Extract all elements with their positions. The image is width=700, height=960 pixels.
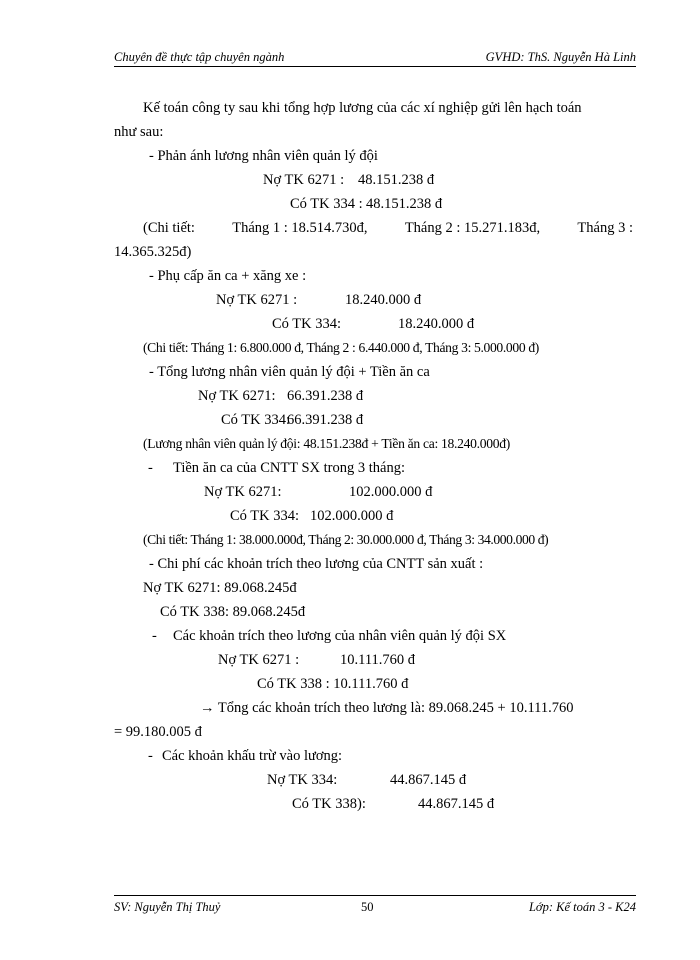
entry-debit-amount: 102.000.000 đ xyxy=(349,484,433,500)
entry-credit-line: Có TK 338 : 10.111.760 đ xyxy=(257,676,409,692)
header-title: Chuyên đề thực tập chuyên ngành xyxy=(114,50,285,64)
entry-debit-label: Nợ TK 334: xyxy=(267,772,338,788)
bullet-dash: - xyxy=(148,460,153,476)
detail-line: 14.365.325đ) xyxy=(114,244,192,260)
entry-credit-label: Có TK 334: xyxy=(221,412,291,428)
bullet-item: - Chi phí các khoản trích theo lương của CNTT sản xuất : xyxy=(149,556,484,572)
detail-month-1: Tháng 1 : 18.514.730đ, xyxy=(232,220,368,236)
entry-credit-line: Có TK 338: 89.068.245đ xyxy=(160,604,306,620)
entry-debit-amount: 48.151.238 đ xyxy=(358,172,435,188)
total-line: → Tổng các khoản trích theo lương là: 89.068.245 + 10.111.760 xyxy=(200,700,574,716)
entry-credit-label: Có TK 334 : xyxy=(290,196,363,212)
entry-debit-line: Nợ TK 6271: 89.068.245đ xyxy=(143,580,297,596)
entry-credit-label: Có TK 334: xyxy=(230,508,300,524)
page-header xyxy=(114,50,636,67)
entry-debit-label: Nợ TK 6271 : xyxy=(216,292,298,308)
total-result: = 99.180.005 đ xyxy=(114,724,202,740)
bullet-item: Các khoản trích theo lương của nhân viên quản lý đội SX xyxy=(173,628,507,644)
detail-line: (Chi tiết: Tháng 1: 38.000.000đ, Tháng 2: 30.000.000 đ, Tháng 3: 34.000.000 đ) xyxy=(143,532,549,547)
paragraph-line: Kế toán công ty sau khi tổng hợp lương của các xí nghiệp gửi lên hạch toán xyxy=(143,100,582,116)
entry-credit-amount: 66.391.238 đ xyxy=(287,412,364,428)
page-number: 50 xyxy=(361,900,374,914)
entry-debit-amount: 44.867.145 đ xyxy=(390,772,467,788)
entry-credit-amount: 18.240.000 đ xyxy=(398,316,475,332)
entry-debit-amount: 10.111.760 đ xyxy=(340,652,416,668)
detail-month-3: Tháng 3 : xyxy=(577,220,633,236)
entry-debit-label: Nợ TK 6271: xyxy=(198,388,276,404)
detail-month-2: Tháng 2 : 15.271.183đ, xyxy=(404,220,541,236)
footer-student: SV: Nguyễn Thị Thuỷ xyxy=(114,900,221,914)
bullet-dash: - xyxy=(148,748,153,764)
detail-line xyxy=(143,220,633,237)
paragraph-line: như sau: xyxy=(114,124,164,140)
bullet-item: - Tổng lương nhân viên quản lý đội + Tiền ăn ca xyxy=(149,364,430,380)
detail-line: (Chi tiết: Tháng 1: 6.800.000 đ, Tháng 2 : 6.440.000 đ, Tháng 3: 5.000.000 đ) xyxy=(143,340,539,355)
entry-debit-label: Nợ TK 6271 : xyxy=(218,652,300,668)
entry-credit-label: Có TK 338): xyxy=(292,796,366,812)
page-footer xyxy=(114,895,636,918)
entry-debit-label: Nợ TK 6271: xyxy=(204,484,282,500)
entry-credit-label: Có TK 334: xyxy=(272,316,342,332)
entry-credit-amount: 102.000.000 đ xyxy=(310,508,394,524)
entry-credit-amount: 44.867.145 đ xyxy=(418,796,495,812)
bullet-item: - Phụ cấp ăn ca + xăng xe : xyxy=(149,268,307,284)
detail-line: (Lương nhân viên quản lý đội: 48.151.238đ + Tiền ăn ca: 18.240.000đ) xyxy=(143,436,510,451)
entry-credit-amount: 48.151.238 đ xyxy=(366,196,443,212)
entry-debit-amount: 66.391.238 đ xyxy=(287,388,364,404)
detail-prefix: (Chi tiết: xyxy=(143,220,195,236)
header-advisor: GVHD: ThS. Nguyễn Hà Linh xyxy=(485,50,636,64)
bullet-item: Các khoản khấu trừ vào lương: xyxy=(162,748,343,764)
entry-debit-label: Nợ TK 6271 : xyxy=(263,172,345,188)
entry-debit-amount: 18.240.000 đ xyxy=(345,292,422,308)
bullet-item: Tiền ăn ca của CNTT SX trong 3 tháng: xyxy=(173,460,405,476)
footer-class: Lớp: Kế toán 3 - K24 xyxy=(528,900,636,914)
bullet-dash: - xyxy=(152,628,157,644)
bullet-item: - Phản ánh lương nhân viên quản lý đội xyxy=(149,148,378,164)
